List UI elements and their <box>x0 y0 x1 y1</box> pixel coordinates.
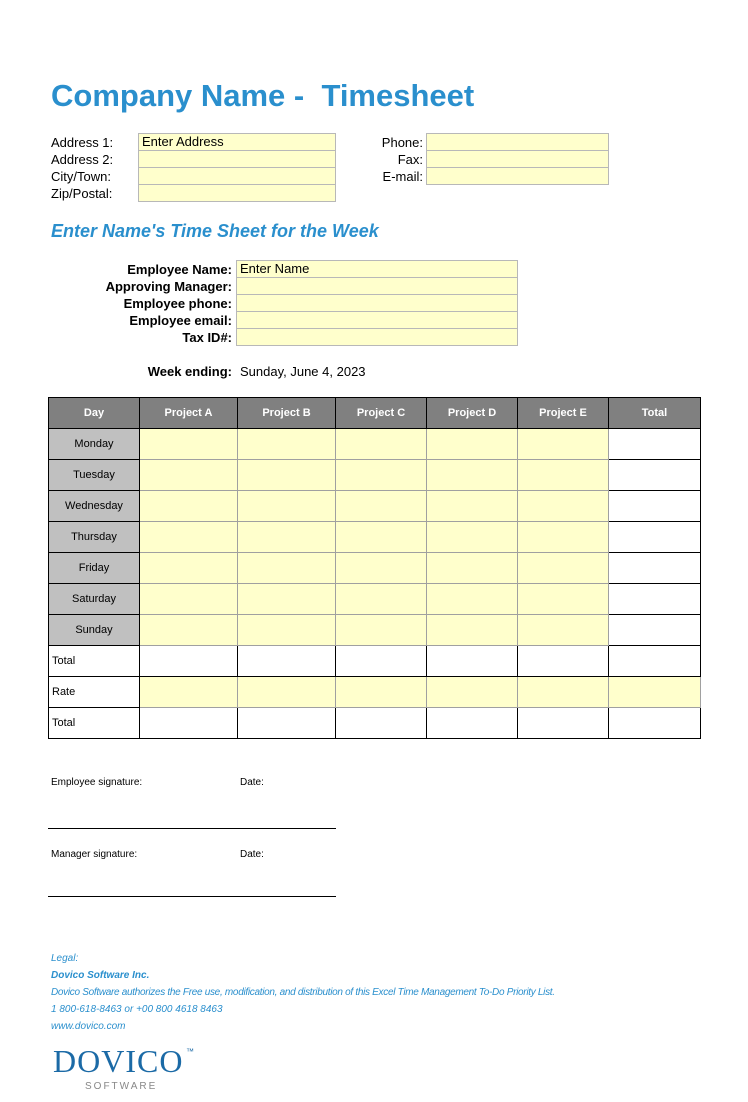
fax-field[interactable] <box>426 151 609 168</box>
address2-label: Address 2: <box>51 152 114 167</box>
rate-cell[interactable] <box>238 677 336 708</box>
rate-cell[interactable] <box>336 677 427 708</box>
address1-label: Address 1: <box>51 135 114 150</box>
employee-phone-label: Employee phone: <box>123 296 232 311</box>
week-ending-value[interactable]: Sunday, June 4, 2023 <box>240 364 366 379</box>
amount-cell <box>518 708 609 739</box>
tax-id-field[interactable] <box>236 329 518 346</box>
logo-tagline: SOFTWARE <box>85 1081 158 1092</box>
hours-cell[interactable] <box>518 584 609 615</box>
hours-cell[interactable] <box>140 584 238 615</box>
table-row <box>49 615 701 646</box>
summary-label: Total <box>49 708 140 739</box>
employee-phone-field[interactable] <box>236 295 518 312</box>
hours-cell[interactable] <box>140 522 238 553</box>
city-field[interactable] <box>138 168 336 185</box>
hours-cell[interactable] <box>140 491 238 522</box>
timesheet-subtitle: Enter Name's Time Sheet for the Week <box>51 221 379 241</box>
summary-label: Rate <box>49 677 140 708</box>
hours-cell[interactable] <box>518 615 609 646</box>
logo-wordmark: DOVICO <box>53 1043 184 1079</box>
amount-cell <box>336 708 427 739</box>
week-ending-label: Week ending: <box>147 364 232 379</box>
approving-manager-label: Approving Manager: <box>105 279 232 294</box>
row-total-cell <box>609 460 701 491</box>
address1-field[interactable]: Enter Address <box>138 133 336 151</box>
hours-cell[interactable] <box>427 460 518 491</box>
hours-cell[interactable] <box>518 522 609 553</box>
hours-cell[interactable] <box>518 460 609 491</box>
hours-cell[interactable] <box>140 553 238 584</box>
hours-cell[interactable] <box>336 553 427 584</box>
amount-cell <box>140 708 238 739</box>
hours-cell[interactable] <box>336 491 427 522</box>
manager-signature-label: Manager signature: <box>51 849 138 860</box>
hours-cell[interactable] <box>336 522 427 553</box>
table-row-total-hours <box>49 646 701 677</box>
amount-cell <box>609 708 701 739</box>
table-row <box>49 491 701 522</box>
hours-cell[interactable] <box>238 522 336 553</box>
page-title: Company Name - Timesheet <box>51 78 475 113</box>
hours-cell[interactable] <box>518 429 609 460</box>
table-row <box>49 553 701 584</box>
header-project-e: Project E <box>518 398 609 429</box>
manager-signature-line[interactable] <box>48 896 336 897</box>
row-total-cell <box>609 584 701 615</box>
hours-cell[interactable] <box>336 460 427 491</box>
table-row <box>49 460 701 491</box>
hours-cell[interactable] <box>427 429 518 460</box>
row-total-cell <box>609 491 701 522</box>
row-total-cell <box>609 522 701 553</box>
employee-fields <box>236 260 518 346</box>
employee-email-label: Employee email: <box>129 313 232 328</box>
header-total: Total <box>609 398 701 429</box>
zip-label: Zip/Postal: <box>51 186 113 201</box>
contact-fields <box>426 133 609 185</box>
hours-cell[interactable] <box>140 460 238 491</box>
legal-website[interactable]: www.dovico.com <box>51 1021 126 1032</box>
hours-cell[interactable] <box>427 615 518 646</box>
legal-phone: 1 800-618-8463 or +00 800 4618 8463 <box>51 1004 223 1015</box>
rate-cell[interactable] <box>609 677 701 708</box>
day-label: Wednesday <box>49 491 140 522</box>
table-row-rate <box>49 677 701 708</box>
employee-date-label: Date: <box>240 777 264 788</box>
tax-id-label: Tax ID#: <box>182 330 232 345</box>
hours-cell[interactable] <box>427 491 518 522</box>
rate-cell[interactable] <box>518 677 609 708</box>
hours-cell[interactable] <box>427 584 518 615</box>
total-cell <box>336 646 427 677</box>
row-total-cell <box>609 553 701 584</box>
header-project-d: Project D <box>427 398 518 429</box>
day-label: Tuesday <box>49 460 140 491</box>
header-project-a: Project A <box>140 398 238 429</box>
phone-field[interactable] <box>426 133 609 151</box>
address2-field[interactable] <box>138 151 336 168</box>
hours-cell[interactable] <box>238 584 336 615</box>
day-label: Monday <box>49 429 140 460</box>
employee-name-field[interactable]: Enter Name <box>236 260 518 278</box>
total-cell <box>238 646 336 677</box>
legal-company: Dovico Software Inc. <box>51 970 150 981</box>
timesheet-table <box>48 397 701 739</box>
hours-cell[interactable] <box>336 429 427 460</box>
summary-label: Total <box>49 646 140 677</box>
hours-cell[interactable] <box>336 584 427 615</box>
table-header-row <box>49 398 701 429</box>
amount-cell <box>427 708 518 739</box>
rate-cell[interactable] <box>140 677 238 708</box>
hours-cell[interactable] <box>336 615 427 646</box>
hours-cell[interactable] <box>238 429 336 460</box>
table-row <box>49 584 701 615</box>
hours-cell[interactable] <box>238 553 336 584</box>
manager-date-label: Date: <box>240 849 264 860</box>
total-cell <box>518 646 609 677</box>
legal-text: Dovico Software authorizes the Free use, modification, and distribution of this Excel Time Management To-Do Priority List. <box>51 987 555 998</box>
zip-field[interactable] <box>138 185 336 202</box>
hours-cell[interactable] <box>140 429 238 460</box>
email-field[interactable] <box>426 168 609 185</box>
row-total-cell <box>609 615 701 646</box>
approving-manager-field[interactable] <box>236 278 518 295</box>
hours-cell[interactable] <box>238 615 336 646</box>
day-label: Saturday <box>49 584 140 615</box>
header-project-b: Project B <box>238 398 336 429</box>
employee-email-field[interactable] <box>236 312 518 329</box>
rate-cell[interactable] <box>427 677 518 708</box>
hours-cell[interactable] <box>518 553 609 584</box>
hours-cell[interactable] <box>238 460 336 491</box>
employee-signature-line[interactable] <box>48 828 336 829</box>
amount-cell <box>238 708 336 739</box>
fax-label: Fax: <box>397 152 423 167</box>
day-label: Thursday <box>49 522 140 553</box>
table-row <box>49 522 701 553</box>
employee-signature-label: Employee signature: <box>51 777 143 788</box>
email-label: E-mail: <box>382 169 423 184</box>
header-day: Day <box>49 398 140 429</box>
hours-cell[interactable] <box>427 522 518 553</box>
table-row-total-amount <box>49 708 701 739</box>
address-fields <box>138 133 336 202</box>
city-label: City/Town: <box>51 169 111 184</box>
dovico-logo <box>53 1043 193 1095</box>
legal-heading: Legal: <box>51 953 79 964</box>
phone-label: Phone: <box>381 135 423 150</box>
day-label: Sunday <box>49 615 140 646</box>
hours-cell[interactable] <box>140 615 238 646</box>
logo-trademark: ™ <box>186 1047 194 1056</box>
total-cell <box>427 646 518 677</box>
hours-cell[interactable] <box>427 553 518 584</box>
total-cell <box>140 646 238 677</box>
hours-cell[interactable] <box>238 491 336 522</box>
hours-cell[interactable] <box>518 491 609 522</box>
table-row <box>49 429 701 460</box>
row-total-cell <box>609 429 701 460</box>
day-label: Friday <box>49 553 140 584</box>
total-cell <box>609 646 701 677</box>
header-project-c: Project C <box>336 398 427 429</box>
employee-name-label: Employee Name: <box>127 262 232 277</box>
